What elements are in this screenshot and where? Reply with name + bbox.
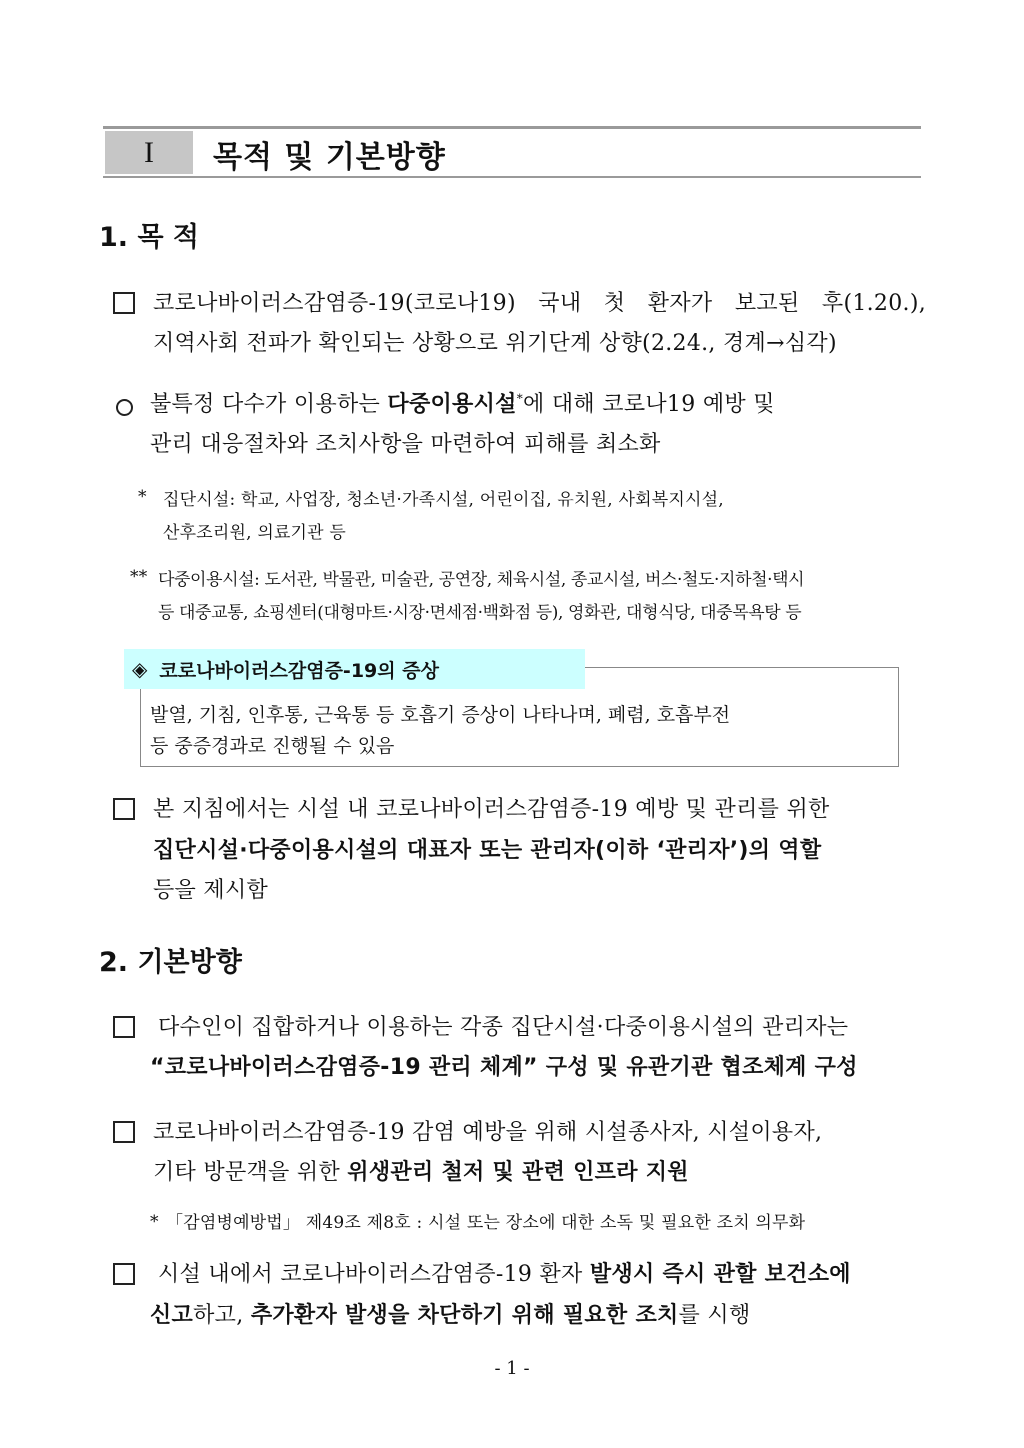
section-number: I	[105, 131, 193, 174]
note-mark: *	[138, 487, 147, 507]
checkbox-bullet-icon	[113, 798, 135, 820]
direction-para2-line1: 코로나바이러스감염증-19 감염 예방을 위해 시설종사자, 시설이용자,	[153, 1120, 823, 1145]
subsection-title-purpose: 1. 목 적	[99, 222, 200, 253]
note2-line2: 등 대중교통, 쇼핑센터(대형마트·시장·면세점·백화점 등), 영화관, 대형식당, 대중목욕탕 등	[158, 603, 802, 623]
note-mark: *	[150, 1212, 159, 1232]
direction-note: 「감염병예방법」 제49조 제8호 : 시설 또는 장소에 대한 소독 및 필요한 조치 의무화	[166, 1213, 806, 1233]
checkbox-bullet-icon	[113, 1016, 135, 1038]
note-mark: **	[130, 567, 148, 587]
direction-para1-line1: 다수인이 집합하거나 이용하는 각종 집단시설·다중이용시설의 관리자는	[158, 1015, 849, 1040]
purpose-para3-line1: 본 지침에서는 시설 내 코로나바이러스감염증-19 예방 및 관리를 위한	[153, 797, 830, 822]
note1-line2: 산후조리원, 의료기관 등	[163, 523, 347, 543]
checkbox-bullet-icon	[113, 1121, 135, 1143]
checkbox-bullet-icon	[113, 292, 135, 314]
symptom-line2: 등 중증경과로 진행될 수 있음	[150, 735, 395, 757]
header-top-rule	[103, 126, 921, 129]
note2-line1: 다중이용시설: 도서관, 박물관, 미술관, 공연장, 체육시설, 종교시설, 버스·철도·지하철·택시	[158, 570, 805, 590]
circle-bullet-icon	[116, 399, 133, 416]
symptom-box-label: ◈ 코로나바이러스감염증-19의 증상	[124, 649, 585, 689]
page-number: - 1 -	[494, 1358, 530, 1379]
header-bottom-rule	[103, 176, 921, 178]
section-heading: 목적 및 기본방향	[213, 140, 446, 175]
purpose-para2-line2: 관리 대응절차와 조치사항을 마련하여 피해를 최소화	[150, 432, 661, 457]
direction-para3-line1: 시설 내에서 코로나바이러스감염증-19 환자 발생시 즉시 관할 보건소에	[158, 1262, 851, 1287]
subsection-title-direction: 2. 기본방향	[99, 947, 242, 978]
checkbox-bullet-icon	[113, 1263, 135, 1285]
purpose-para3-line3: 등을 제시함	[153, 878, 269, 903]
purpose-para2-line1: 불특정 다수가 이용하는 다중이용시설*에 대해 코로나19 예방 및	[150, 391, 775, 417]
purpose-para1-line1: 코로나바이러스감염증-19(코로나19) 국내 첫 환자가 보고된 후(1.20.),	[153, 291, 926, 316]
purpose-para1-line2: 지역사회 전파가 확인되는 상황으로 위기단계 상향(2.24., 경계→심각)	[153, 331, 837, 356]
direction-para1-line2: “코로나바이러스감염증-19 관리 체계” 구성 및 유관기관 협조체계 구성	[150, 1055, 858, 1080]
symptom-line1: 발열, 기침, 인후통, 근육통 등 호흡기 증상이 나타나며, 폐렴, 호흡부전	[150, 704, 731, 726]
direction-para2-line2: 기타 방문객을 위한 위생관리 철저 및 관련 인프라 지원	[153, 1160, 689, 1185]
direction-para3-line2: 신고하고, 추가환자 발생을 차단하기 위해 필요한 조치를 시행	[150, 1303, 751, 1328]
note1-line1: 집단시설: 학교, 사업장, 청소년·가족시설, 어린이집, 유치원, 사회복지시설,	[163, 490, 724, 510]
purpose-para3-line2: 집단시설·다중이용시설의 대표자 또는 관리자(이하 ‘관리자’)의 역할	[153, 838, 822, 863]
diamond-icon: ◈	[132, 657, 148, 681]
